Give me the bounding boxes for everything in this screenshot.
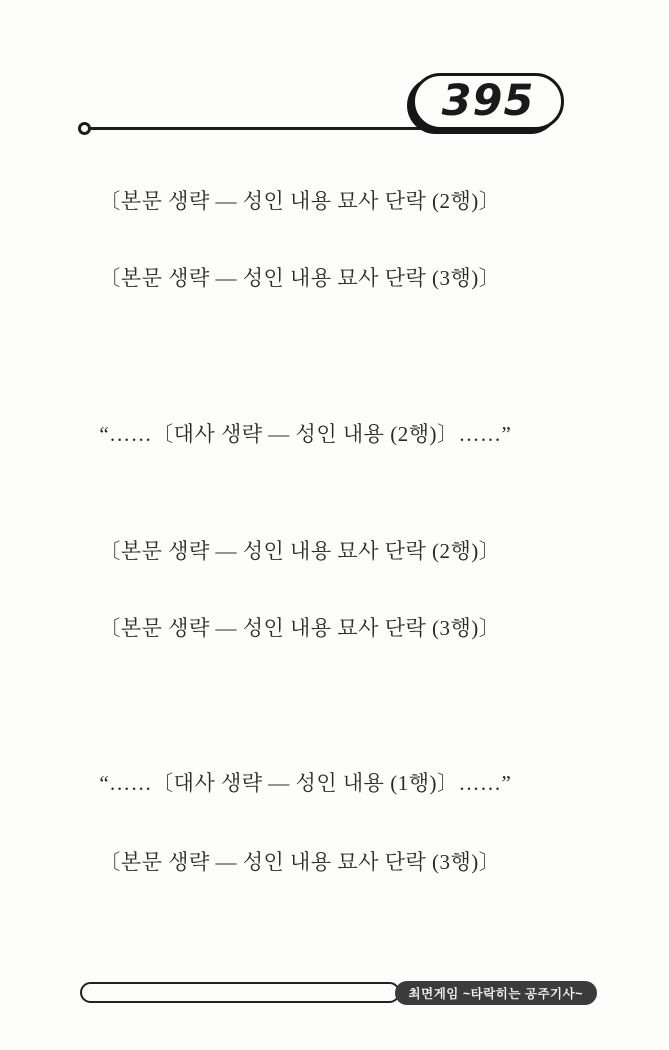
page-number: 395	[441, 75, 535, 126]
narration-paragraph: 〔본문 생략 — 성인 내용 묘사 단락 (3행)〕	[99, 615, 501, 640]
narration-paragraph: 〔본문 생략 — 성인 내용 묘사 단락 (3행)〕	[99, 849, 501, 874]
dialogue-paragraph: “……〔대사 생략 — 성인 내용 (1행)〕……”	[99, 771, 512, 795]
dialogue-paragraph: “……〔대사 생략 — 성인 내용 (2행)〕……”	[99, 421, 512, 446]
series-title-badge	[395, 981, 597, 1005]
footer-blank-box	[80, 982, 400, 1003]
body-text	[71, 182, 598, 958]
series-title: 최면게임 ~타락히는 공주기사~	[408, 987, 583, 1001]
header-rule	[91, 127, 451, 130]
page-header	[0, 0, 669, 140]
narration-paragraph: 〔본문 생략 — 성인 내용 묘사 단락 (2행)〕	[99, 538, 501, 563]
header-rule-end-ring	[78, 122, 91, 135]
narration-paragraph: 〔본문 생략 — 성인 내용 묘사 단락 (3행)〕	[99, 266, 501, 290]
page-footer	[0, 980, 669, 1006]
page-number-badge	[412, 73, 564, 130]
narration-paragraph: 〔본문 생략 — 성인 내용 묘사 단락 (2행)〕	[99, 189, 501, 213]
